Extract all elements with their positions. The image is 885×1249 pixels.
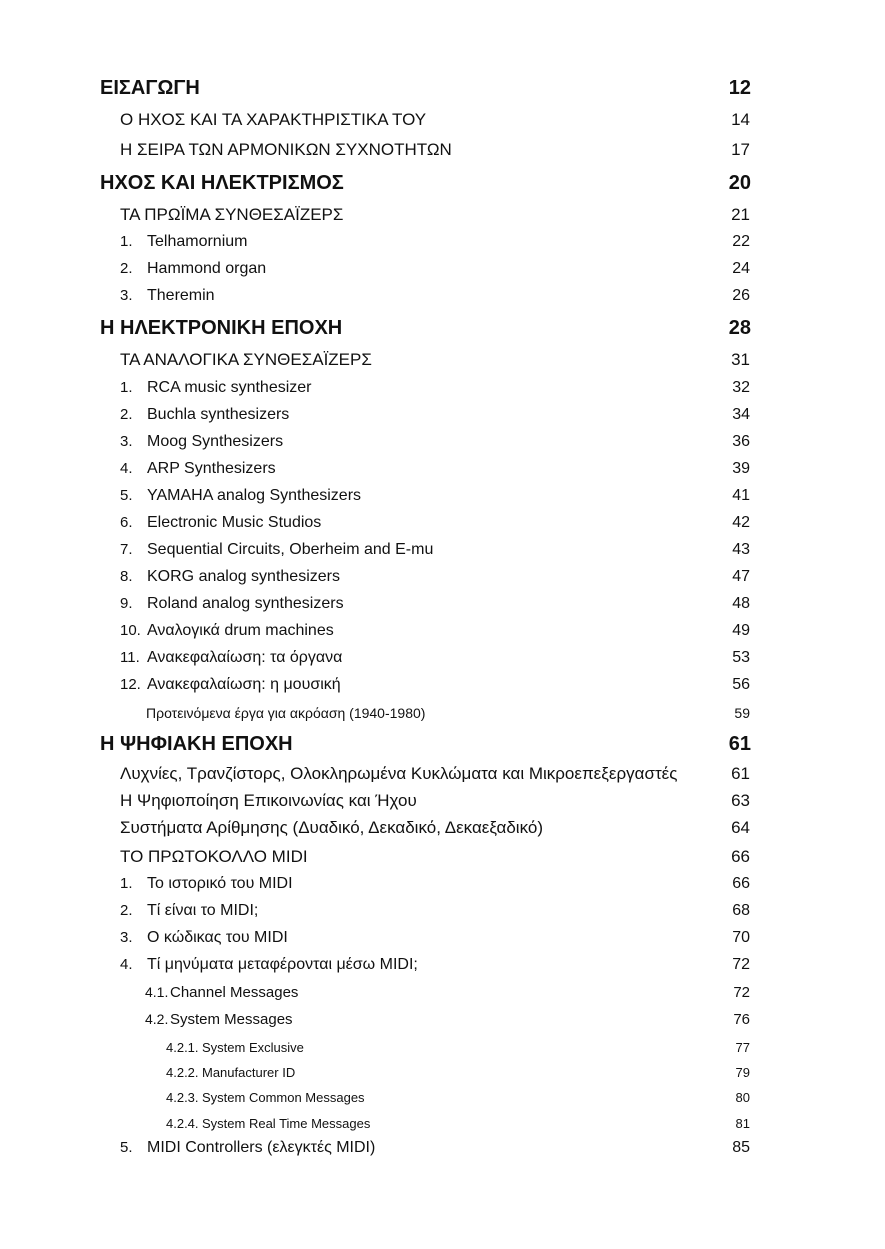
toc-entry-number: 2. [120, 902, 133, 919]
toc-entry-title: Η Ψηφιοποίηση Επικοινωνίας και Ήχου [120, 791, 417, 810]
toc-entry-page-number: 12 [728, 77, 751, 99]
toc-entry-title: Τί είναι το MIDI; [147, 902, 259, 919]
toc-entry-page-number: 43 [732, 541, 750, 558]
toc-entry-title: Ανακεφαλαίωση: τα όργανα [147, 649, 343, 666]
toc-entry-title: Αναλογικά drum machines [147, 622, 334, 639]
toc-entry-number: 4.2.2. [166, 1065, 199, 1080]
toc-entry-title: Ο κώδικας του MIDI [147, 929, 288, 946]
toc-entry-title: MIDI Controllers (ελεγκτές MIDI) [147, 1139, 376, 1156]
toc-entry-title: ΗΧΟΣ ΚΑΙ ΗΛΕΚΤΡΙΣΜΟΣ [100, 172, 344, 194]
toc-entry-page-number: 47 [732, 568, 750, 585]
toc-entry-page-number: 64 [731, 818, 750, 837]
toc-entry-title: KORG analog synthesizers [147, 568, 340, 585]
toc-entry-page-number: 70 [732, 929, 750, 946]
toc-entry-page-number: 72 [732, 956, 750, 973]
toc-entry-page-number: 39 [732, 460, 750, 477]
toc-entry-title: YAMAHA analog Synthesizers [147, 487, 362, 504]
toc-entry-title: ΕΙΣΑΓΩΓΗ [100, 77, 200, 99]
toc-entry-title: System Common Messages [202, 1090, 365, 1105]
toc-entry-number: 3. [120, 929, 133, 946]
toc-entry-page-number: 53 [732, 649, 750, 666]
toc-entry-number: 5. [120, 1139, 133, 1156]
toc-entry-page-number: 76 [733, 1011, 750, 1028]
toc-entry-title: ΤΑ ΠΡΩΪΜΑ ΣΥΝΘΕΣΑΪΖΕΡΣ [120, 205, 344, 224]
toc-entry-page-number: 36 [732, 433, 750, 450]
toc-entry-number: 4. [120, 956, 133, 973]
toc-entry-number: 3. [120, 287, 133, 304]
toc-entry-title: Λυχνίες, Τρανζίστορς, Ολοκληρωμένα Κυκλώματα και Μικροεπεξεργαστές [120, 764, 678, 783]
toc-entry-page-number: 26 [732, 287, 750, 304]
toc-entry-number: 9. [120, 595, 133, 612]
toc-entry-number: 4.2. [145, 1011, 169, 1027]
toc-entry-page-number: 61 [731, 764, 750, 783]
toc-entry-page-number: 42 [732, 514, 750, 531]
toc-entry-title: System Real Time Messages [202, 1116, 371, 1131]
toc-entry-title: ARP Synthesizers [147, 460, 276, 477]
toc-entry-page-number: 49 [732, 622, 750, 639]
toc-entry-number: 3. [120, 433, 133, 450]
toc-entry-title: Buchla synthesizers [147, 406, 290, 423]
toc-entry-title: RCA music synthesizer [147, 379, 312, 396]
toc-entry-number: 4.2.3. [166, 1090, 199, 1105]
toc-entry-number: 4. [120, 460, 133, 477]
toc-entry-title: Το ιστορικό του MIDI [147, 875, 293, 892]
toc-entry-title: Electronic Music Studios [147, 514, 322, 531]
toc-entry-page-number: 66 [731, 847, 750, 866]
toc-entry-title: Η ΨΗΦΙΑΚΗ ΕΠΟΧΗ [100, 733, 293, 755]
toc-entry-title: Channel Messages [170, 984, 299, 1001]
toc-entry-title: Roland analog synthesizers [147, 595, 344, 612]
toc-entry-number: 8. [120, 568, 133, 585]
toc-entry-page-number: 14 [731, 110, 750, 129]
toc-entry-number: 1. [120, 875, 133, 892]
toc-entry-page-number: 20 [728, 172, 751, 194]
toc-entry-page-number: 24 [732, 260, 750, 277]
toc-entry-number: 1. [120, 233, 133, 250]
toc-entry-number: 2. [120, 260, 133, 277]
toc-entry-number: 4.2.4. [166, 1116, 199, 1131]
toc-entry-page-number: 63 [731, 791, 750, 810]
toc-entry-title: Ο ΗΧΟΣ ΚΑΙ ΤΑ ΧΑΡΑΚΤΗΡΙΣΤΙΚΑ ΤΟΥ [120, 110, 427, 129]
toc-entry-title: Moog Synthesizers [147, 433, 284, 450]
toc-entry-page-number: 77 [735, 1040, 750, 1055]
toc-entry-page-number: 31 [731, 350, 750, 369]
toc-entry-title: Η ΣΕΙΡΑ ΤΩΝ ΑΡΜΟΝΙΚΩΝ ΣΥΧΝΟΤΗΤΩΝ [120, 140, 452, 159]
toc-entry-title: Telhamornium [147, 233, 248, 250]
toc-entry-title: ΤΟ ΠΡΩΤΟΚΟΛΛΟ MIDI [120, 847, 308, 866]
toc-entry-number: 4.2.1. [166, 1040, 199, 1055]
toc-entry-number: 6. [120, 514, 133, 531]
toc-entry-title: Ανακεφαλαίωση: η μουσική [147, 676, 341, 693]
toc-entry-title: Manufacturer ID [202, 1065, 296, 1080]
toc-entry-page-number: 81 [735, 1116, 750, 1131]
toc-entry-number: 5. [120, 487, 133, 504]
toc-entry-title: Προτεινόμενα έργα για ακρόαση (1940-1980) [146, 705, 426, 721]
toc-entry-title: ΤΑ ΑΝΑΛΟΓΙΚΑ ΣΥΝΘΕΣΑΪΖΕΡΣ [120, 350, 372, 369]
toc-entry-page-number: 32 [732, 379, 750, 396]
toc-entry-page-number: 41 [732, 487, 750, 504]
toc-entry-page-number: 72 [733, 984, 750, 1001]
toc-entry-number: 11. [120, 649, 140, 666]
toc-entry-title: Sequential Circuits, Oberheim and E-mu [147, 541, 434, 558]
toc-entry-title: Theremin [147, 287, 215, 304]
toc-entry-page-number: 80 [735, 1090, 750, 1105]
toc-entry-page-number: 17 [731, 140, 750, 159]
toc-entry-number: 7. [120, 541, 133, 558]
toc-entry-page-number: 48 [732, 595, 750, 612]
toc-entry-page-number: 21 [731, 205, 750, 224]
toc-entry-page-number: 56 [732, 676, 750, 693]
toc-entry-page-number: 79 [735, 1065, 750, 1080]
toc-entry-page-number: 66 [732, 875, 750, 892]
toc-entry-title: System Messages [170, 1011, 293, 1028]
toc-entry-title: System Exclusive [202, 1040, 304, 1055]
toc-entry-title: Συστήματα Αρίθμησης (Δυαδικό, Δεκαδικό, Δεκαεξαδικό) [120, 818, 543, 837]
toc-entry-page-number: 59 [734, 705, 750, 721]
toc-entry-page-number: 34 [732, 406, 750, 423]
toc-entry-number: 2. [120, 406, 133, 423]
toc-entry-number: 10. [120, 622, 141, 639]
toc-entry-title: Hammond organ [147, 260, 267, 277]
toc-entry-page-number: 85 [732, 1139, 750, 1156]
toc-entry-number: 4.1. [145, 984, 169, 1000]
toc-entry-title: Η ΗΛΕΚΤΡΟΝΙΚΗ ΕΠΟΧΗ [100, 317, 343, 339]
toc-entry-page-number: 22 [732, 233, 750, 250]
toc-entry-number: 12. [120, 676, 141, 693]
toc-entry-page-number: 68 [732, 902, 750, 919]
toc-entry-page-number: 61 [728, 733, 751, 755]
toc-entry-number: 1. [120, 379, 133, 396]
toc-entry-page-number: 28 [728, 317, 751, 339]
toc-entry-title: Τί μηνύματα μεταφέρονται μέσω MIDI; [147, 956, 418, 973]
